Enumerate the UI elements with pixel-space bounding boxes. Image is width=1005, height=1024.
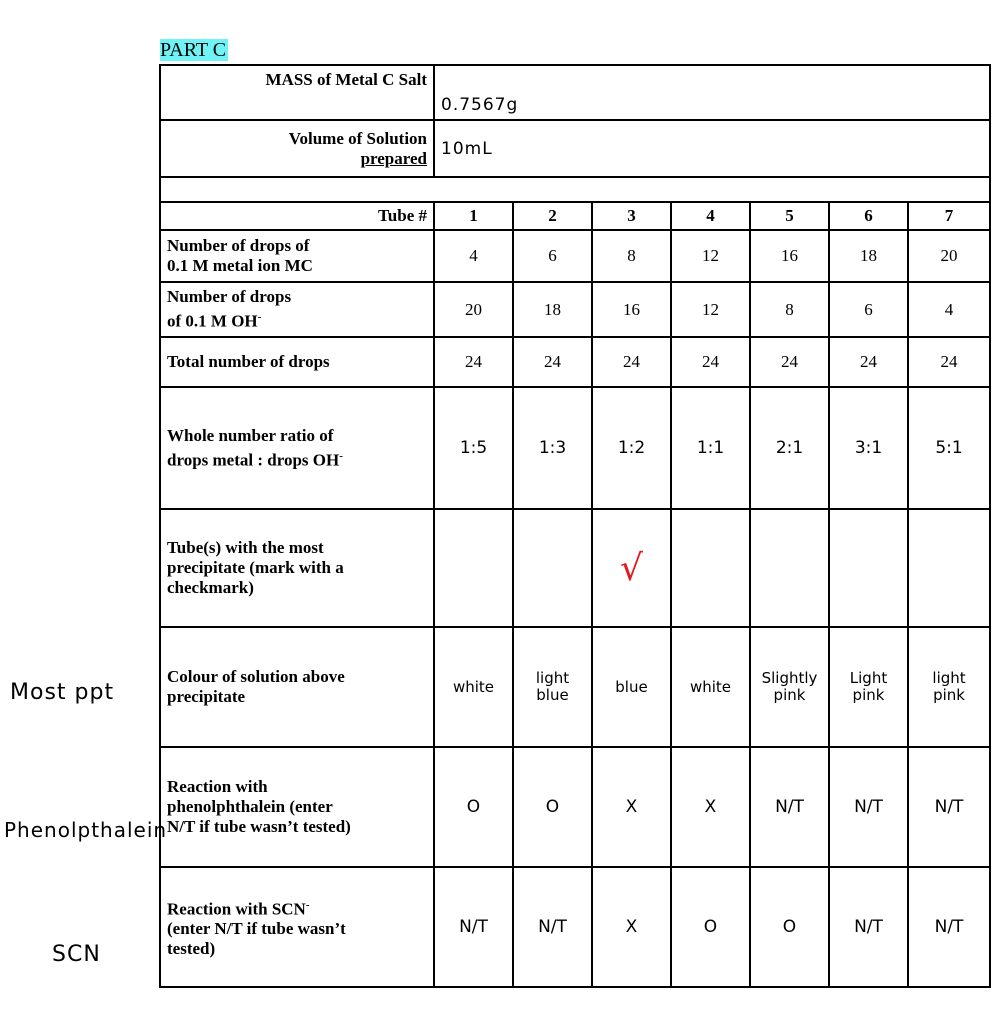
- data-table: [159, 64, 991, 988]
- tube-number: 6: [829, 202, 908, 230]
- oh-drops-row: [160, 282, 990, 337]
- scn-value[interactable]: N/T: [908, 867, 990, 987]
- tube-header-row: [160, 202, 990, 230]
- total-drops-label: Total number of drops: [160, 337, 434, 387]
- spacer-cell: [160, 177, 990, 202]
- side-note-most-ppt: Most ppt: [10, 680, 115, 705]
- scn-value[interactable]: N/T: [513, 867, 592, 987]
- oh-drops-label: Number of drops of 0.1 M OH-: [160, 282, 434, 337]
- phenolphthalein-value[interactable]: O: [513, 747, 592, 867]
- total-drops-value[interactable]: 24: [592, 337, 671, 387]
- ratio-value[interactable]: 1:1: [671, 387, 750, 509]
- phenolphthalein-value[interactable]: O: [434, 747, 513, 867]
- tube-number: 2: [513, 202, 592, 230]
- scn-label: Reaction with SCN- (enter N/T if tube wasn’t tested): [160, 867, 434, 987]
- total-drops-value[interactable]: 24: [513, 337, 592, 387]
- checkmark-icon: √: [620, 547, 643, 589]
- ratio-value[interactable]: 2:1: [750, 387, 829, 509]
- phenolphthalein-value[interactable]: N/T: [750, 747, 829, 867]
- metal-drops-value[interactable]: 18: [829, 230, 908, 282]
- volume-value[interactable]: 10mL: [434, 120, 990, 177]
- ratio-value[interactable]: 1:3: [513, 387, 592, 509]
- precipitate-cell[interactable]: [513, 509, 592, 627]
- spacer-row: [160, 177, 990, 202]
- most-precipitate-row: [160, 509, 990, 627]
- precipitate-cell[interactable]: [908, 509, 990, 627]
- colour-value[interactable]: light pink: [908, 627, 990, 747]
- phenolphthalein-label: Reaction with phenolphthalein (enter N/T if tube wasn’t tested): [160, 747, 434, 867]
- volume-row: [160, 120, 990, 177]
- oh-drops-value[interactable]: 16: [592, 282, 671, 337]
- oh-drops-value[interactable]: 6: [829, 282, 908, 337]
- ratio-row: [160, 387, 990, 509]
- scn-value[interactable]: O: [750, 867, 829, 987]
- ratio-label: Whole number ratio of drops metal : drops OH-: [160, 387, 434, 509]
- oh-drops-value[interactable]: 8: [750, 282, 829, 337]
- tube-number: 4: [671, 202, 750, 230]
- precipitate-cell[interactable]: [592, 509, 671, 627]
- mass-value[interactable]: 0.7567g: [434, 65, 990, 120]
- colour-value[interactable]: Light pink: [829, 627, 908, 747]
- colour-value[interactable]: white: [671, 627, 750, 747]
- total-drops-value[interactable]: 24: [434, 337, 513, 387]
- colour-value[interactable]: white: [434, 627, 513, 747]
- scn-value[interactable]: X: [592, 867, 671, 987]
- colour-label: Colour of solution above precipitate: [160, 627, 434, 747]
- total-drops-value[interactable]: 24: [750, 337, 829, 387]
- ratio-value[interactable]: 3:1: [829, 387, 908, 509]
- volume-label: Volume of Solution prepared: [160, 120, 434, 177]
- oh-drops-value[interactable]: 20: [434, 282, 513, 337]
- metal-drops-label: Number of drops of 0.1 M metal ion MC: [160, 230, 434, 282]
- part-label: PART C: [160, 39, 227, 61]
- precipitate-cell[interactable]: [750, 509, 829, 627]
- total-drops-value[interactable]: 24: [908, 337, 990, 387]
- colour-value[interactable]: blue: [592, 627, 671, 747]
- metal-drops-row: [160, 230, 990, 282]
- scn-row: [160, 867, 990, 987]
- phenolphthalein-value[interactable]: N/T: [908, 747, 990, 867]
- tube-number: 3: [592, 202, 671, 230]
- tube-number: 1: [434, 202, 513, 230]
- scn-value[interactable]: N/T: [829, 867, 908, 987]
- ratio-value[interactable]: 1:5: [434, 387, 513, 509]
- total-drops-value[interactable]: 24: [671, 337, 750, 387]
- tube-header: Tube #: [160, 202, 434, 230]
- tube-number: 7: [908, 202, 990, 230]
- precipitate-cell[interactable]: [434, 509, 513, 627]
- colour-value[interactable]: light blue: [513, 627, 592, 747]
- tube-number: 5: [750, 202, 829, 230]
- oh-drops-value[interactable]: 4: [908, 282, 990, 337]
- metal-drops-value[interactable]: 16: [750, 230, 829, 282]
- metal-drops-value[interactable]: 6: [513, 230, 592, 282]
- phenolphthalein-value[interactable]: X: [592, 747, 671, 867]
- colour-value[interactable]: Slightly pink: [750, 627, 829, 747]
- total-drops-row: [160, 337, 990, 387]
- metal-drops-value[interactable]: 8: [592, 230, 671, 282]
- most-precipitate-label: Tube(s) with the most precipitate (mark with a checkmark): [160, 509, 434, 627]
- metal-drops-value[interactable]: 12: [671, 230, 750, 282]
- side-note-phenolphthalein: Phenolpthalein: [4, 818, 168, 842]
- precipitate-cell[interactable]: [829, 509, 908, 627]
- colour-row: [160, 627, 990, 747]
- phenolphthalein-value[interactable]: N/T: [829, 747, 908, 867]
- ratio-value[interactable]: 1:2: [592, 387, 671, 509]
- ratio-value[interactable]: 5:1: [908, 387, 990, 509]
- scn-value[interactable]: O: [671, 867, 750, 987]
- metal-drops-value[interactable]: 4: [434, 230, 513, 282]
- total-drops-value[interactable]: 24: [829, 337, 908, 387]
- mass-row: [160, 65, 990, 120]
- scn-value[interactable]: N/T: [434, 867, 513, 987]
- phenolphthalein-value[interactable]: X: [671, 747, 750, 867]
- oh-drops-value[interactable]: 12: [671, 282, 750, 337]
- phenolphthalein-row: [160, 747, 990, 867]
- metal-drops-value[interactable]: 20: [908, 230, 990, 282]
- side-note-scn: SCN: [52, 942, 101, 967]
- precipitate-cell[interactable]: [671, 509, 750, 627]
- mass-label: MASS of Metal C Salt: [160, 65, 434, 120]
- oh-drops-value[interactable]: 18: [513, 282, 592, 337]
